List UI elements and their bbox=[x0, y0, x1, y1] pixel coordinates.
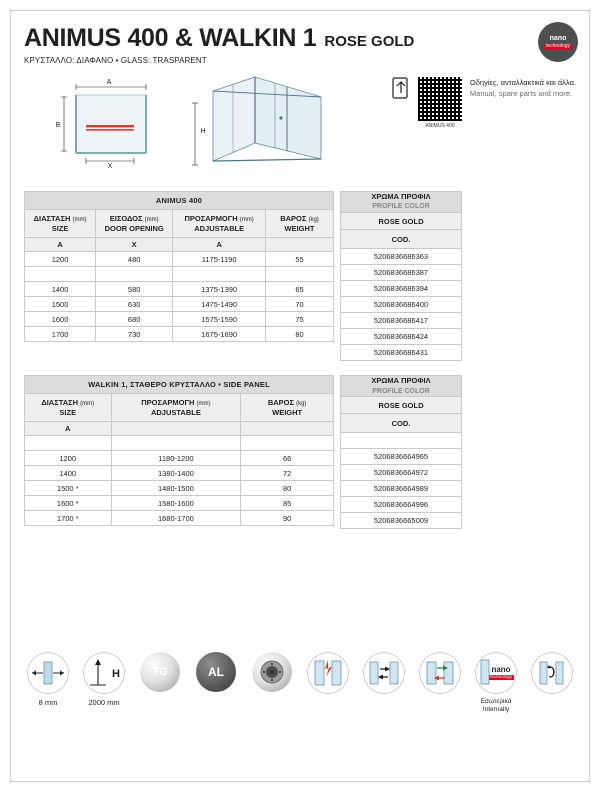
col-weight: ΒΑΡΟΣ (kg) WEIGHT bbox=[241, 394, 334, 422]
nano-label-line1: Εσωτερικά bbox=[480, 697, 512, 705]
qr-caption: ANIMUS 400 bbox=[425, 123, 455, 129]
al-label: AL bbox=[208, 664, 224, 679]
glass-thickness-icon bbox=[27, 652, 69, 694]
tg-label: TG bbox=[152, 665, 168, 678]
cell-size: 1400 bbox=[25, 466, 112, 481]
sliding-direction-icon bbox=[419, 652, 461, 694]
cell-weight: 80 bbox=[266, 327, 334, 342]
cell-weight: 72 bbox=[241, 466, 334, 481]
profile-color-band: ΧΡΩΜΑ ΠΡΟΦΙΛ PROFILE COLOR bbox=[341, 376, 462, 397]
cell-adjustable: 1180-1200 bbox=[111, 451, 241, 466]
col-weight: ΒΑΡΟΣ (kg) WEIGHT bbox=[266, 210, 334, 238]
reversible-icon bbox=[363, 652, 405, 694]
col-door-opening: ΕΙΣΟΔΟΣ (mm) DOOR OPENING bbox=[96, 210, 173, 238]
svg-text:H: H bbox=[200, 128, 206, 135]
title-main: ANIMUS 400 & WALKIN 1 bbox=[24, 24, 317, 52]
icon-sliding-direction bbox=[414, 652, 466, 694]
col-size: ΔΙΑΣΤΑΣΗ (mm) SIZE bbox=[25, 210, 96, 238]
code-cell: 5206836686417 bbox=[341, 313, 462, 329]
icon-glass-thickness bbox=[22, 652, 74, 707]
icon-tempered-glass bbox=[134, 652, 186, 692]
profile-color-band: ΧΡΩΜΑ ΠΡΟΦΙΛ PROFILE COLOR bbox=[341, 192, 462, 213]
icon-nano-coating bbox=[470, 652, 522, 714]
tempered-glass-icon bbox=[140, 652, 180, 692]
axis-a-1: A bbox=[25, 422, 112, 436]
cod-header: COD. bbox=[341, 414, 462, 433]
code-cell: 5206836664965 bbox=[341, 449, 462, 465]
code-cell: 5206836664989 bbox=[341, 481, 462, 497]
code-cell: 5206836686400 bbox=[341, 297, 462, 313]
nano-mini-line1: nano bbox=[491, 665, 511, 674]
glass-thickness-label: 8 mm bbox=[38, 697, 58, 707]
qr-text-line1: Οδηγίες, ανταλλακτικά και άλλα. bbox=[469, 78, 576, 87]
cell-weight: 80 bbox=[241, 481, 334, 496]
cod-header: COD. bbox=[341, 230, 462, 249]
height-icon bbox=[83, 652, 125, 694]
col-adjustable: ΠΡΟΣΑΡΜΟΓΗ (mm) ADJUSTABLE bbox=[173, 210, 266, 238]
cell-size: 1500 bbox=[25, 297, 96, 312]
qr-info-block bbox=[392, 77, 576, 129]
height-label: 2000 mm bbox=[88, 697, 120, 707]
cell-size: 1400 bbox=[25, 282, 96, 297]
easy-clean-icon bbox=[307, 652, 349, 694]
header bbox=[14, 14, 586, 69]
cell-adjustable: 1175-1190 bbox=[173, 252, 266, 267]
profile-color-name: ROSE GOLD bbox=[341, 213, 462, 230]
axis-x: X bbox=[96, 238, 173, 252]
code-cell: 5206836686387 bbox=[341, 265, 462, 281]
svg-text:H: H bbox=[112, 667, 120, 680]
aluminium-icon bbox=[196, 652, 236, 692]
code-cell: 5206836686431 bbox=[341, 345, 462, 361]
nano-badge-line2: technology bbox=[545, 42, 571, 49]
animus-400-band: ANIMUS 400 bbox=[25, 192, 334, 210]
cell-adjustable: 1575-1590 bbox=[173, 312, 266, 327]
nano-badge-line1: nano bbox=[549, 34, 567, 42]
code-cell: 5206836664996 bbox=[341, 497, 462, 513]
code-cell: 5206836686363 bbox=[341, 249, 462, 265]
cell-door: 680 bbox=[96, 312, 173, 327]
cell-size: 1200 bbox=[25, 451, 112, 466]
code-cell: 5206836665009 bbox=[341, 513, 462, 529]
qr-code-icon bbox=[418, 77, 462, 121]
cell-adjustable: 1675-1690 bbox=[173, 327, 266, 342]
cell-adjustable: 1680-1700 bbox=[111, 511, 241, 526]
qr-code-wrap bbox=[418, 77, 462, 129]
cell-adjustable: 1380-1400 bbox=[111, 466, 241, 481]
icon-handle bbox=[526, 652, 578, 694]
qr-text bbox=[470, 77, 576, 100]
code-cell: 5206836664972 bbox=[341, 465, 462, 481]
col-size: ΔΙΑΣΤΑΣΗ (mm) SIZE bbox=[25, 394, 112, 422]
cell-weight: 65 bbox=[266, 282, 334, 297]
nano-mini-line2: technology bbox=[490, 674, 512, 679]
icon-drain bbox=[246, 652, 298, 692]
walkin-1-band: WALKIN 1, ΣΤΑΘΕΡΟ ΚΡΥΣΤΑΛΛΟ • SIDE PANEL bbox=[25, 376, 334, 394]
cell-adjustable: 1480-1500 bbox=[111, 481, 241, 496]
icon-height bbox=[78, 652, 130, 707]
cell-adjustable: 1375-1390 bbox=[173, 282, 266, 297]
cell-size: 1700 * bbox=[25, 511, 112, 526]
title-color: ROSE GOLD bbox=[324, 33, 415, 50]
nano-coating-icon bbox=[475, 652, 517, 694]
cell-door: 630 bbox=[96, 297, 173, 312]
cell-adjustable: 1475-1490 bbox=[173, 297, 266, 312]
nano-technology-badge bbox=[538, 22, 578, 62]
cell-weight: 90 bbox=[241, 511, 334, 526]
cell-size: 1600 bbox=[25, 312, 96, 327]
svg-text:A: A bbox=[106, 79, 112, 86]
drain-icon bbox=[252, 652, 292, 692]
manual-icon bbox=[392, 77, 410, 101]
profile-color-name: ROSE GOLD bbox=[341, 397, 462, 414]
svg-text:B: B bbox=[55, 122, 61, 129]
perspective-drawing bbox=[189, 73, 339, 183]
page-subtitle: ΚΡΥΣΤΑΛΛΟ: ΔΙΑΦΑΝΟ • GLASS: TRASPARENT bbox=[24, 56, 207, 65]
cell-size: 1600 * bbox=[25, 496, 112, 511]
cell-door: 730 bbox=[96, 327, 173, 342]
col-adjustable: ΠΡΟΣΑΡΜΟΓΗ (mm) ADJUSTABLE bbox=[111, 394, 241, 422]
handle-icon bbox=[531, 652, 573, 694]
page-title bbox=[24, 26, 578, 51]
cell-weight: 70 bbox=[266, 297, 334, 312]
cell-size: 1500 * bbox=[25, 481, 112, 496]
technical-drawings bbox=[14, 71, 586, 183]
cell-weight: 75 bbox=[266, 312, 334, 327]
icon-reversible bbox=[358, 652, 410, 694]
cell-weight: 85 bbox=[241, 496, 334, 511]
cell-adjustable: 1580-1600 bbox=[111, 496, 241, 511]
cell-door: 480 bbox=[96, 252, 173, 267]
cell-weight: 55 bbox=[266, 252, 334, 267]
nano-label-line2: Internally bbox=[482, 705, 510, 713]
code-cell: 5206836686424 bbox=[341, 329, 462, 345]
feature-icons-strip bbox=[14, 652, 586, 714]
icon-aluminium bbox=[190, 652, 242, 692]
cell-door: 580 bbox=[96, 282, 173, 297]
icon-easy-clean bbox=[302, 652, 354, 694]
axis-a-2: A bbox=[173, 238, 266, 252]
axis-a-1: A bbox=[25, 238, 96, 252]
top-view-drawing bbox=[54, 79, 164, 174]
cell-size: 1700 bbox=[25, 327, 96, 342]
svg-text:X: X bbox=[107, 163, 113, 169]
qr-text-line2: Manual, spare parts and more. bbox=[469, 89, 573, 99]
code-cell: 5206836686394 bbox=[341, 281, 462, 297]
cell-weight: 66 bbox=[241, 451, 334, 466]
cell-size: 1200 bbox=[25, 252, 96, 267]
